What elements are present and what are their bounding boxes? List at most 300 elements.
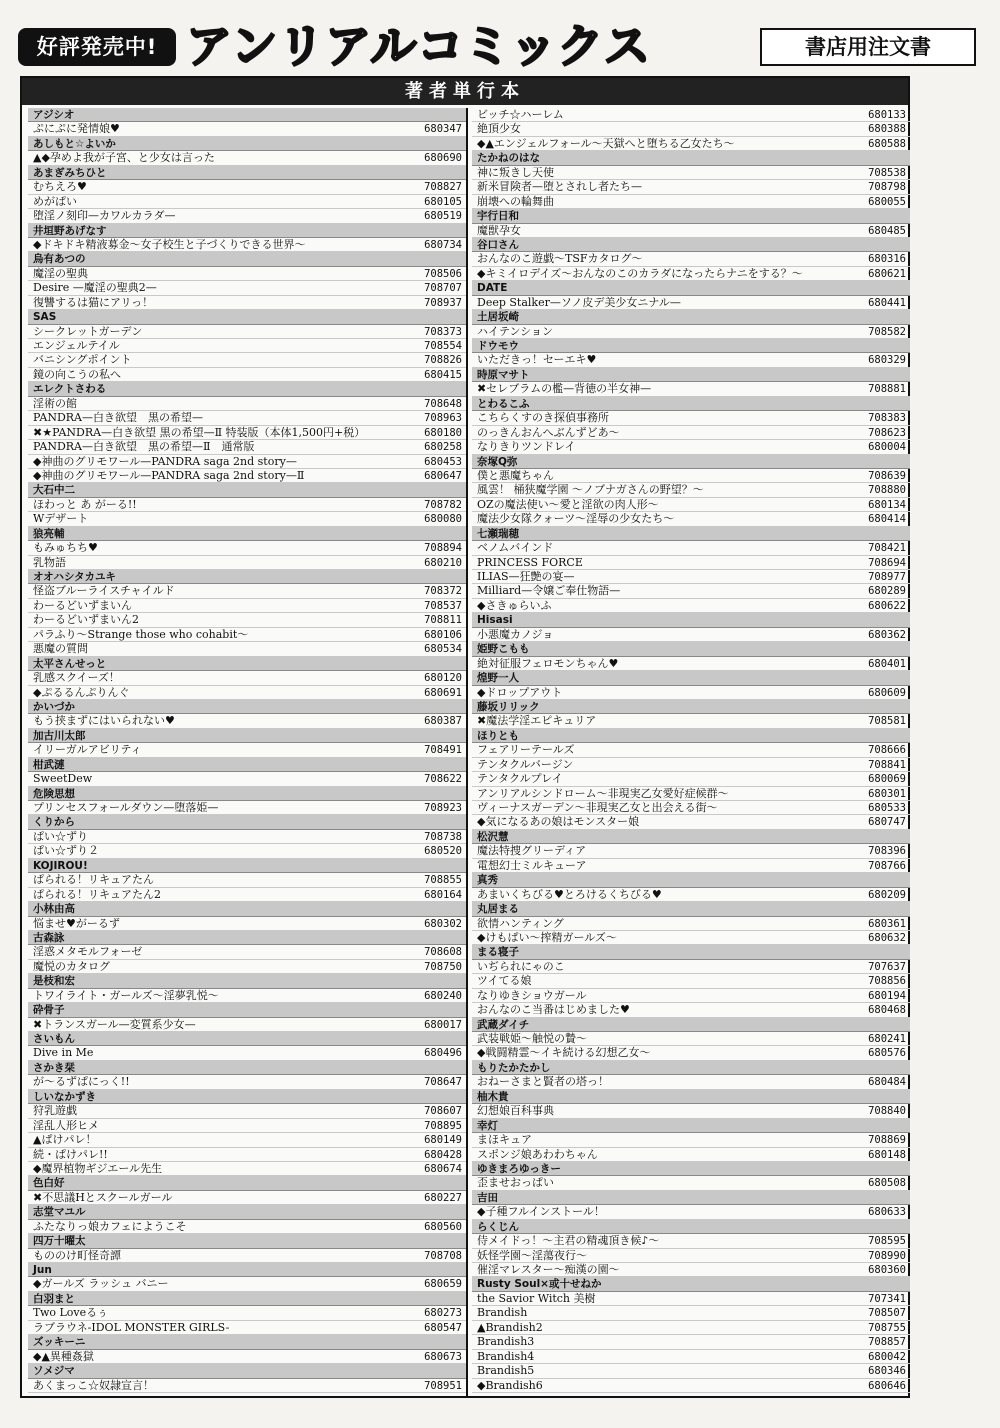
- order-code: 680690: [424, 152, 462, 165]
- order-code: 708607: [424, 1105, 462, 1118]
- book-row: [472, 844, 910, 858]
- book-row: [472, 252, 910, 266]
- order-code: 680302: [424, 917, 462, 930]
- book-row: [472, 772, 910, 786]
- book-title: ◆Brandish6: [477, 1378, 543, 1392]
- order-code: 708608: [424, 946, 462, 959]
- order-code: 680148: [868, 1148, 906, 1161]
- order-code: 680080: [424, 513, 462, 526]
- header: [18, 18, 982, 73]
- book-title: 続・ぱけパレ!!: [33, 1147, 108, 1161]
- book-title: ツイてる娘: [477, 974, 532, 988]
- book-title: 悩ませ♥がーるず: [33, 916, 120, 930]
- book-row: [472, 512, 910, 526]
- book-row: [28, 469, 466, 483]
- order-code: 708750: [424, 960, 462, 973]
- order-code: 680415: [424, 368, 462, 381]
- book-row: [28, 281, 466, 295]
- order-code: 708841: [868, 758, 906, 771]
- book-row: [472, 1003, 910, 1017]
- author-name: Rusty Soul×或十せねか: [472, 1277, 910, 1291]
- order-code: 680428: [424, 1148, 462, 1161]
- order-code: 680519: [424, 210, 462, 223]
- author-name: 吉田: [472, 1191, 910, 1205]
- book-row: [28, 1104, 466, 1118]
- now-on-sale-badge: 好評発売中!: [18, 28, 176, 66]
- book-row: [28, 1133, 466, 1147]
- book-row: [28, 1220, 466, 1234]
- order-code: 707341: [868, 1292, 906, 1305]
- book-title: ✖トランスガール—変質系少女—: [33, 1017, 196, 1031]
- order-form-label: 書店用注文書: [760, 28, 976, 66]
- book-row: [472, 584, 910, 598]
- book-title: アンリアルシンドローム〜非現実乙女愛好症候群〜: [477, 786, 729, 800]
- book-row: [472, 1148, 910, 1162]
- book-title: ◆子種フルインストール！: [477, 1205, 605, 1219]
- book-title: 崩壊への輪舞曲: [477, 194, 554, 208]
- book-title: Brandish: [477, 1306, 528, 1320]
- book-title: PRINCESS FORCE: [477, 555, 583, 569]
- order-code: 680588: [868, 137, 906, 150]
- order-code: 708895: [424, 1119, 462, 1132]
- order-code: 708855: [424, 874, 462, 887]
- book-title: ◆▲異種姦獄: [33, 1349, 94, 1363]
- book-title: テンタクルプレイ: [477, 772, 563, 786]
- book-row: [472, 1046, 910, 1060]
- order-code: 708963: [424, 412, 462, 425]
- author-name: 幸灯: [472, 1119, 910, 1133]
- book-row: [472, 686, 910, 700]
- book-title: パラふり〜Strange those who cohabit〜: [33, 627, 249, 641]
- order-code: 680747: [868, 816, 906, 829]
- book-row: [472, 888, 910, 902]
- book-row: [472, 469, 910, 483]
- book-row: [28, 512, 466, 526]
- book-row: [28, 1046, 466, 1060]
- book-row: [28, 1249, 466, 1263]
- author-name: 色白好: [28, 1176, 466, 1190]
- order-code: 708373: [424, 325, 462, 338]
- book-row: [472, 815, 910, 829]
- author-name: たかねのはな: [472, 151, 910, 165]
- book-row: [28, 195, 466, 209]
- book-row: [472, 1205, 910, 1219]
- book-row: [28, 397, 466, 411]
- book-title: フェアリーテールズ: [477, 743, 575, 757]
- author-name: らくじん: [472, 1220, 910, 1234]
- book-title: ✖魔法学淫エピキュリア: [477, 714, 597, 728]
- book-title: ◆キミイロデイズ〜おんなのこのカラダになったらナニをする？〜: [477, 266, 803, 280]
- order-code: 680227: [424, 1191, 462, 1204]
- book-row: [28, 411, 466, 425]
- author-name: まる寝子: [472, 945, 910, 959]
- book-title: 僕と悪魔ちゃん: [477, 468, 554, 482]
- order-code: 680346: [868, 1365, 906, 1378]
- book-title: 武装戦姫〜触悦の贄〜: [477, 1032, 587, 1045]
- book-title: 魔淫の聖典: [33, 266, 88, 280]
- order-code: 708582: [868, 325, 906, 338]
- order-code: 708827: [424, 181, 462, 194]
- book-row: [28, 1119, 466, 1133]
- book-row: [472, 570, 910, 584]
- book-row: [28, 180, 466, 194]
- author-name: もりたかたかし: [472, 1061, 910, 1075]
- book-row: [28, 1148, 466, 1162]
- book-title: ◆気になるあの娘はモンスター娘: [477, 815, 640, 829]
- book-title: まほキュア: [477, 1133, 532, 1147]
- book-title: 催淫マレスター〜痴漢の園〜: [477, 1263, 620, 1276]
- book-title: ぱられる！リキュアたん: [33, 873, 154, 887]
- order-code: 680621: [868, 267, 906, 280]
- book-title: 電想幻士ミルキューア: [477, 858, 587, 872]
- book-row: [472, 989, 910, 1003]
- order-code: 708396: [868, 845, 906, 858]
- order-code: 708755: [868, 1321, 906, 1334]
- book-row: [472, 1234, 910, 1248]
- book-row: [28, 801, 466, 815]
- author-name: オオハシタカユキ: [28, 570, 466, 584]
- order-code: 708826: [424, 354, 462, 367]
- order-code: 680004: [868, 441, 906, 454]
- book-row: [472, 1321, 910, 1335]
- book-row: [472, 974, 910, 988]
- order-code: 708880: [868, 484, 906, 497]
- book-title: イリーガルアビリティ: [33, 743, 142, 757]
- book-title: 狩乳遊戯: [33, 1104, 77, 1118]
- book-row: [472, 787, 910, 801]
- book-title: Brandish3: [477, 1335, 535, 1349]
- book-title: プリンセスフォールダウン—堕落姫—: [33, 801, 219, 814]
- author-name: DATE: [472, 281, 910, 295]
- order-code: 680533: [868, 802, 906, 814]
- author-name: 土居坂崎: [472, 310, 910, 324]
- order-code: 708595: [868, 1235, 906, 1248]
- book-row: [472, 108, 910, 122]
- book-title: PANDRA—白き欲望 黒の希望—Ⅱ 通常版: [33, 440, 255, 454]
- book-title: 絶頂少女: [477, 122, 521, 136]
- book-row: [472, 1176, 910, 1190]
- book-row: [28, 455, 466, 469]
- author-name: 加古川太郎: [28, 729, 466, 743]
- order-code: 708383: [868, 412, 906, 425]
- book-title: ◆神曲のグリモワール—PANDRA saga 2nd story—Ⅱ: [33, 468, 305, 482]
- book-title: 絶対征服フェロモンちゃん♥: [477, 656, 619, 670]
- order-code: 680633: [868, 1206, 906, 1219]
- author-name: 狼亮輔: [28, 527, 466, 541]
- order-code: 680133: [868, 109, 906, 121]
- order-code: 680149: [424, 1134, 462, 1147]
- left-column: [28, 108, 466, 1393]
- order-code: 708647: [424, 1076, 462, 1089]
- author-name: 時原マサト: [472, 368, 910, 382]
- book-title: いぢられにゃのこ: [477, 959, 565, 973]
- book-row: [28, 267, 466, 281]
- book-title: 侍メイドっ！〜主君の精魂頂き候♪〜: [477, 1234, 660, 1248]
- order-code: 680647: [424, 469, 462, 482]
- book-row: [472, 599, 910, 613]
- order-code: 680468: [868, 1004, 906, 1017]
- book-row: [28, 686, 466, 700]
- book-title: 妖怪学園〜淫蕩夜行〜: [477, 1248, 587, 1262]
- order-code: 680289: [868, 585, 906, 598]
- book-title: シークレットガーデン: [33, 324, 143, 338]
- order-code: 708554: [424, 340, 462, 352]
- author-name: 松沢慧: [472, 830, 910, 844]
- order-code: 708507: [868, 1307, 906, 1320]
- book-row: [472, 1249, 910, 1263]
- order-code: 680329: [868, 354, 906, 367]
- order-code: 680241: [868, 1033, 906, 1045]
- book-title: 復讐するは猫にアリっ！: [33, 295, 154, 309]
- order-code: 680496: [424, 1047, 462, 1060]
- author-name: さかき栞: [28, 1061, 466, 1075]
- book-row: [472, 1335, 910, 1349]
- book-title: ◆ガールズ ラッシュ バニー: [33, 1277, 169, 1291]
- book-row: [28, 844, 466, 858]
- order-code: 708881: [868, 383, 906, 396]
- book-row: [28, 743, 466, 757]
- order-code: 680388: [868, 123, 906, 136]
- author-name: 砕骨子: [28, 1003, 466, 1017]
- book-title: 乳感スクイーズ！: [33, 671, 120, 685]
- book-title: 魔法特捜グリーディア: [477, 844, 587, 858]
- author-name: とわるこふ: [472, 397, 910, 411]
- book-row: [472, 224, 910, 238]
- book-row: [28, 714, 466, 728]
- book-row: [472, 411, 910, 425]
- book-row: [28, 440, 466, 454]
- author-name: 宇行日和: [472, 209, 910, 223]
- book-title: ▲◆孕めよ我が子宮、と少女は言った: [33, 151, 215, 165]
- author-name: 奈塚Q弥: [472, 455, 910, 469]
- book-title: ほわっと あ がーる!!: [33, 497, 137, 511]
- order-code: 680301: [868, 787, 906, 800]
- order-code: 708856: [868, 975, 906, 988]
- author-name: 柑武漣: [28, 758, 466, 772]
- book-row: [472, 1306, 910, 1320]
- order-code: 708869: [868, 1134, 906, 1147]
- book-title: ◆さきゅらいふ: [477, 598, 552, 612]
- order-code: 680361: [868, 917, 906, 930]
- book-title: 魔獣孕女: [477, 223, 521, 237]
- book-title: 風雲！ 桶狭魔学園 〜ノブナガさんの野望？〜: [477, 483, 704, 497]
- book-row: [472, 1364, 910, 1378]
- book-title: 淫惑メタモルフォーゼ: [33, 945, 143, 959]
- book-title: なりゆきショウガール: [477, 988, 587, 1002]
- book-row: [28, 1075, 466, 1089]
- author-name: 大石中二: [28, 483, 466, 497]
- book-row: [472, 743, 910, 757]
- author-name: 真秀: [472, 873, 910, 887]
- book-row: [472, 628, 910, 642]
- author-name: 志堂マユル: [28, 1205, 466, 1219]
- book-row: [28, 353, 466, 367]
- author-name: Hisasi: [472, 613, 910, 627]
- book-title: ◆ぷるるんぷりんぐ: [33, 685, 130, 699]
- book-title: ビッチ☆ハーレム: [477, 108, 564, 121]
- book-row: [472, 180, 910, 194]
- book-row: [472, 483, 910, 497]
- right-column: [472, 108, 910, 1393]
- book-row: [472, 541, 910, 555]
- book-title: ✖セレブラムの檻—背徳の半女神—: [477, 382, 652, 396]
- book-row: [28, 541, 466, 555]
- book-title: 怪盗ブルーライスチャイルド: [33, 584, 175, 598]
- book-title: 堕淫ノ刻印—カワルカラダ—: [33, 209, 176, 223]
- book-title: ハイテンション: [477, 324, 553, 338]
- book-row: [472, 1379, 910, 1393]
- book-row: [28, 1306, 466, 1320]
- order-code: 680347: [424, 123, 462, 136]
- order-code: 707637: [868, 960, 906, 973]
- column-divider: [466, 108, 468, 1396]
- book-title: Two Loveるぅ: [33, 1306, 109, 1320]
- book-row: [472, 137, 910, 151]
- book-row: [28, 1191, 466, 1205]
- order-code: 708840: [868, 1105, 906, 1118]
- author-name: 危険思想: [28, 787, 466, 801]
- book-row: [472, 440, 910, 454]
- order-code: 680055: [868, 195, 906, 208]
- book-row: [472, 1263, 910, 1277]
- order-code: 708707: [424, 282, 462, 295]
- order-code: 708857: [868, 1336, 906, 1349]
- book-row: [28, 1018, 466, 1032]
- author-name: くりから: [28, 815, 466, 829]
- book-row: [28, 498, 466, 512]
- book-row: [28, 1162, 466, 1176]
- order-code: 708923: [424, 802, 462, 814]
- author-name: 谷口さん: [472, 238, 910, 252]
- book-title: ▲Brandish2: [477, 1320, 543, 1334]
- book-row: [28, 888, 466, 902]
- order-code: 708798: [868, 181, 906, 194]
- book-title: なりきりツンドレイ: [477, 440, 576, 454]
- book-row: [472, 801, 910, 815]
- order-code: 680520: [424, 845, 462, 858]
- book-title: エンジェルテイル: [33, 339, 120, 352]
- book-row: [472, 1075, 910, 1089]
- order-code: 708639: [868, 469, 906, 482]
- book-title: のっきんおんへぶんずどあ〜: [477, 425, 620, 439]
- order-code: 680387: [424, 715, 462, 728]
- book-title: 新米冒険者—堕とされし者たち—: [477, 180, 642, 194]
- order-code: 680453: [424, 455, 462, 468]
- book-row: [472, 758, 910, 772]
- book-title: テンタクルバージン: [477, 757, 574, 771]
- book-title: いただきっ！セーエキ♥: [477, 353, 597, 367]
- order-code: 680441: [868, 296, 906, 309]
- book-title: トワイライト・ガールズ〜淫夢乳悦〜: [33, 988, 219, 1002]
- order-code: 708894: [424, 542, 462, 555]
- author-name: ゆきまろゆっきー: [472, 1162, 910, 1176]
- author-name: ドウモウ: [472, 339, 910, 353]
- book-title: PANDRA—白き欲望 黒の希望—: [33, 411, 204, 425]
- author-name: 是枝和宏: [28, 974, 466, 988]
- brand-logo: アンリアルコミックス: [186, 19, 651, 73]
- book-title: おんなのこ当番はじめました♥: [477, 1003, 630, 1017]
- order-code: 708951: [424, 1379, 462, 1392]
- order-code: 708537: [424, 599, 462, 612]
- book-row: [472, 296, 910, 310]
- book-title: 小悪魔カノジョ: [477, 627, 554, 641]
- order-code: 708977: [868, 571, 906, 583]
- order-code: 680210: [424, 556, 462, 569]
- book-row: [472, 166, 910, 180]
- book-title: バニシングポイント: [33, 353, 132, 367]
- order-code: 680209: [868, 888, 906, 901]
- book-title: こちらくすのき探偵事務所: [477, 411, 609, 425]
- book-row: [472, 1133, 910, 1147]
- book-title: 魔悦のカタログ: [33, 959, 110, 973]
- order-code: 680401: [868, 657, 906, 670]
- book-title: 淫術の館: [33, 396, 77, 410]
- book-row: [28, 209, 466, 223]
- order-code: 708491: [424, 744, 462, 757]
- order-code: 708623: [868, 426, 906, 439]
- order-code: 680485: [868, 224, 906, 237]
- book-row: [28, 772, 466, 786]
- order-code: 680120: [424, 672, 462, 685]
- book-row: [28, 122, 466, 136]
- author-name: 四万十曜太: [28, 1234, 466, 1248]
- book-row: [28, 945, 466, 959]
- book-title: Milliard—令嬢ご奉仕物語—: [477, 584, 621, 598]
- order-code: 680180: [424, 426, 462, 439]
- order-code: 680017: [424, 1018, 462, 1031]
- book-row: [472, 498, 910, 512]
- book-row: [28, 238, 466, 252]
- book-title: ◆ドキドキ精液募金〜女子校生と子づくりできる世界〜: [33, 237, 306, 251]
- order-code: 708648: [424, 397, 462, 410]
- order-code: 680508: [868, 1177, 906, 1190]
- author-name: あまぎみちひと: [28, 166, 466, 180]
- author-name: 丸居まる: [472, 902, 910, 916]
- order-code: 708738: [424, 830, 462, 843]
- book-row: [472, 426, 910, 440]
- book-row: [28, 584, 466, 598]
- book-title: ✖不思議Hとスクールガール: [33, 1190, 173, 1204]
- author-name: 柚木貴: [472, 1090, 910, 1104]
- author-name: しいなかずき: [28, 1090, 466, 1104]
- book-title: 淫乱人形ヒメ: [33, 1118, 99, 1132]
- author-name: かいづか: [28, 700, 466, 714]
- book-row: [472, 353, 910, 367]
- order-code: 680691: [424, 686, 462, 699]
- book-title: むちえろ♥: [33, 180, 87, 194]
- order-code: 708666: [868, 744, 906, 757]
- book-row: [28, 613, 466, 627]
- order-code: 680240: [424, 989, 462, 1002]
- book-title: ◆▲エンジェルフォール〜天獄へと堕ちる乙女たち〜: [477, 136, 735, 150]
- book-row: [472, 1032, 910, 1046]
- book-title: 神に叛きし天使: [477, 165, 554, 179]
- book-row: [472, 382, 910, 396]
- author-name: アジシオ: [28, 108, 466, 122]
- author-name: さいもん: [28, 1032, 466, 1046]
- book-row: [28, 1321, 466, 1335]
- book-title: 乳物語: [33, 555, 66, 569]
- author-list-panel: [20, 76, 910, 1398]
- book-row: [28, 960, 466, 974]
- book-title: 鏡の向こうの私へ: [33, 367, 121, 381]
- book-title: おんなのこ遊戯〜TSFカタログ〜: [477, 252, 643, 266]
- author-name: 七瀬瑞穂: [472, 527, 910, 541]
- book-title: OZの魔法使い〜愛と淫欲の肉人形〜: [477, 497, 659, 511]
- book-title: 魔法少女隊クォーツ〜淫辱の少女たち〜: [477, 512, 675, 526]
- order-code: 680414: [868, 513, 906, 526]
- author-name: 井垣野あげなす: [28, 224, 466, 238]
